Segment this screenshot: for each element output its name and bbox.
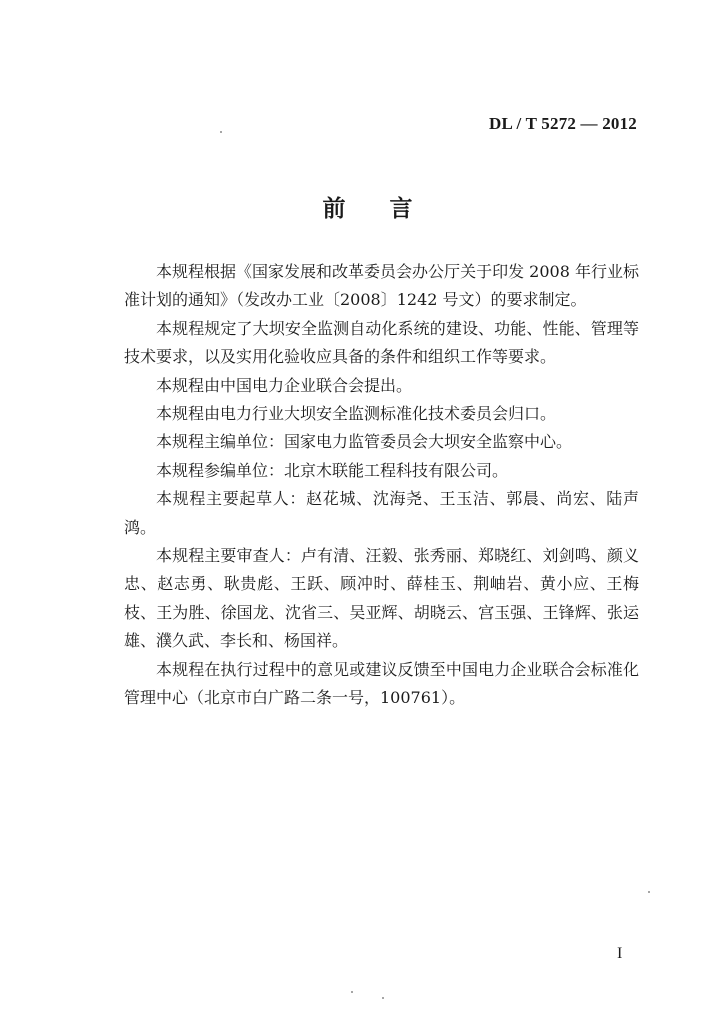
paragraph-feedback: 本规程在执行过程中的意见或建议反馈至中国电力企业联合会标准化管理中心（北京市白广路二条一号，100761）。 [124, 659, 639, 708]
scan-speck [648, 891, 650, 893]
standard-code: DL / T 5272 — 2012 [489, 114, 637, 133]
paragraph-proposer: 本规程由中国电力企业联合会提出。 [156, 375, 413, 395]
paragraph-participating-units: 本规程参编单位：北京木联能工程科技有限公司。 [156, 460, 509, 480]
paragraph-chief-editor: 本规程主编单位：国家电力监管委员会大坝安全监察中心。 [156, 432, 573, 452]
paragraph-reviewers: 本规程主要审查人：卢有清、汪毅、张秀丽、郑晓红、刘剑鸣、颜义忠、赵志勇、耿贵彪、王跃、顾冲时、薛桂玉、荆岫岩、黄小应、王梅枝、王为胜、徐国龙、沈省三、吴亚辉、胡晓云、宫玉强、王锋辉、张运雄、濮久武、李长和、杨国祥。 [124, 546, 639, 651]
paragraph-drafters: 本规程主要起草人：赵花城、沈海尧、王玉洁、郭晨、尚宏、陆声鸿。 [124, 489, 639, 537]
paragraph-administrator: 本规程由电力行业大坝安全监测标准化技术委员会归口。 [156, 404, 557, 424]
page-number: I [617, 945, 623, 962]
paragraph-scope: 本规程规定了大坝安全监测自动化系统的建设、功能、性能、管理等技术要求，以及实用化验收应具备的条件和组织工作等要求。 [124, 318, 639, 367]
page-title: 前言 [322, 196, 457, 222]
paragraph-basis: 本规程根据《国家发展和改革委员会办公厅关于印发 2008 年行业标准计划的通知》（发改办工业〔2008〕1242 号文）的要求制定。 [124, 262, 639, 310]
scan-speck [382, 997, 384, 999]
preface-body [124, 258, 639, 713]
scan-speck [351, 991, 353, 993]
scan-speck [220, 131, 222, 133]
